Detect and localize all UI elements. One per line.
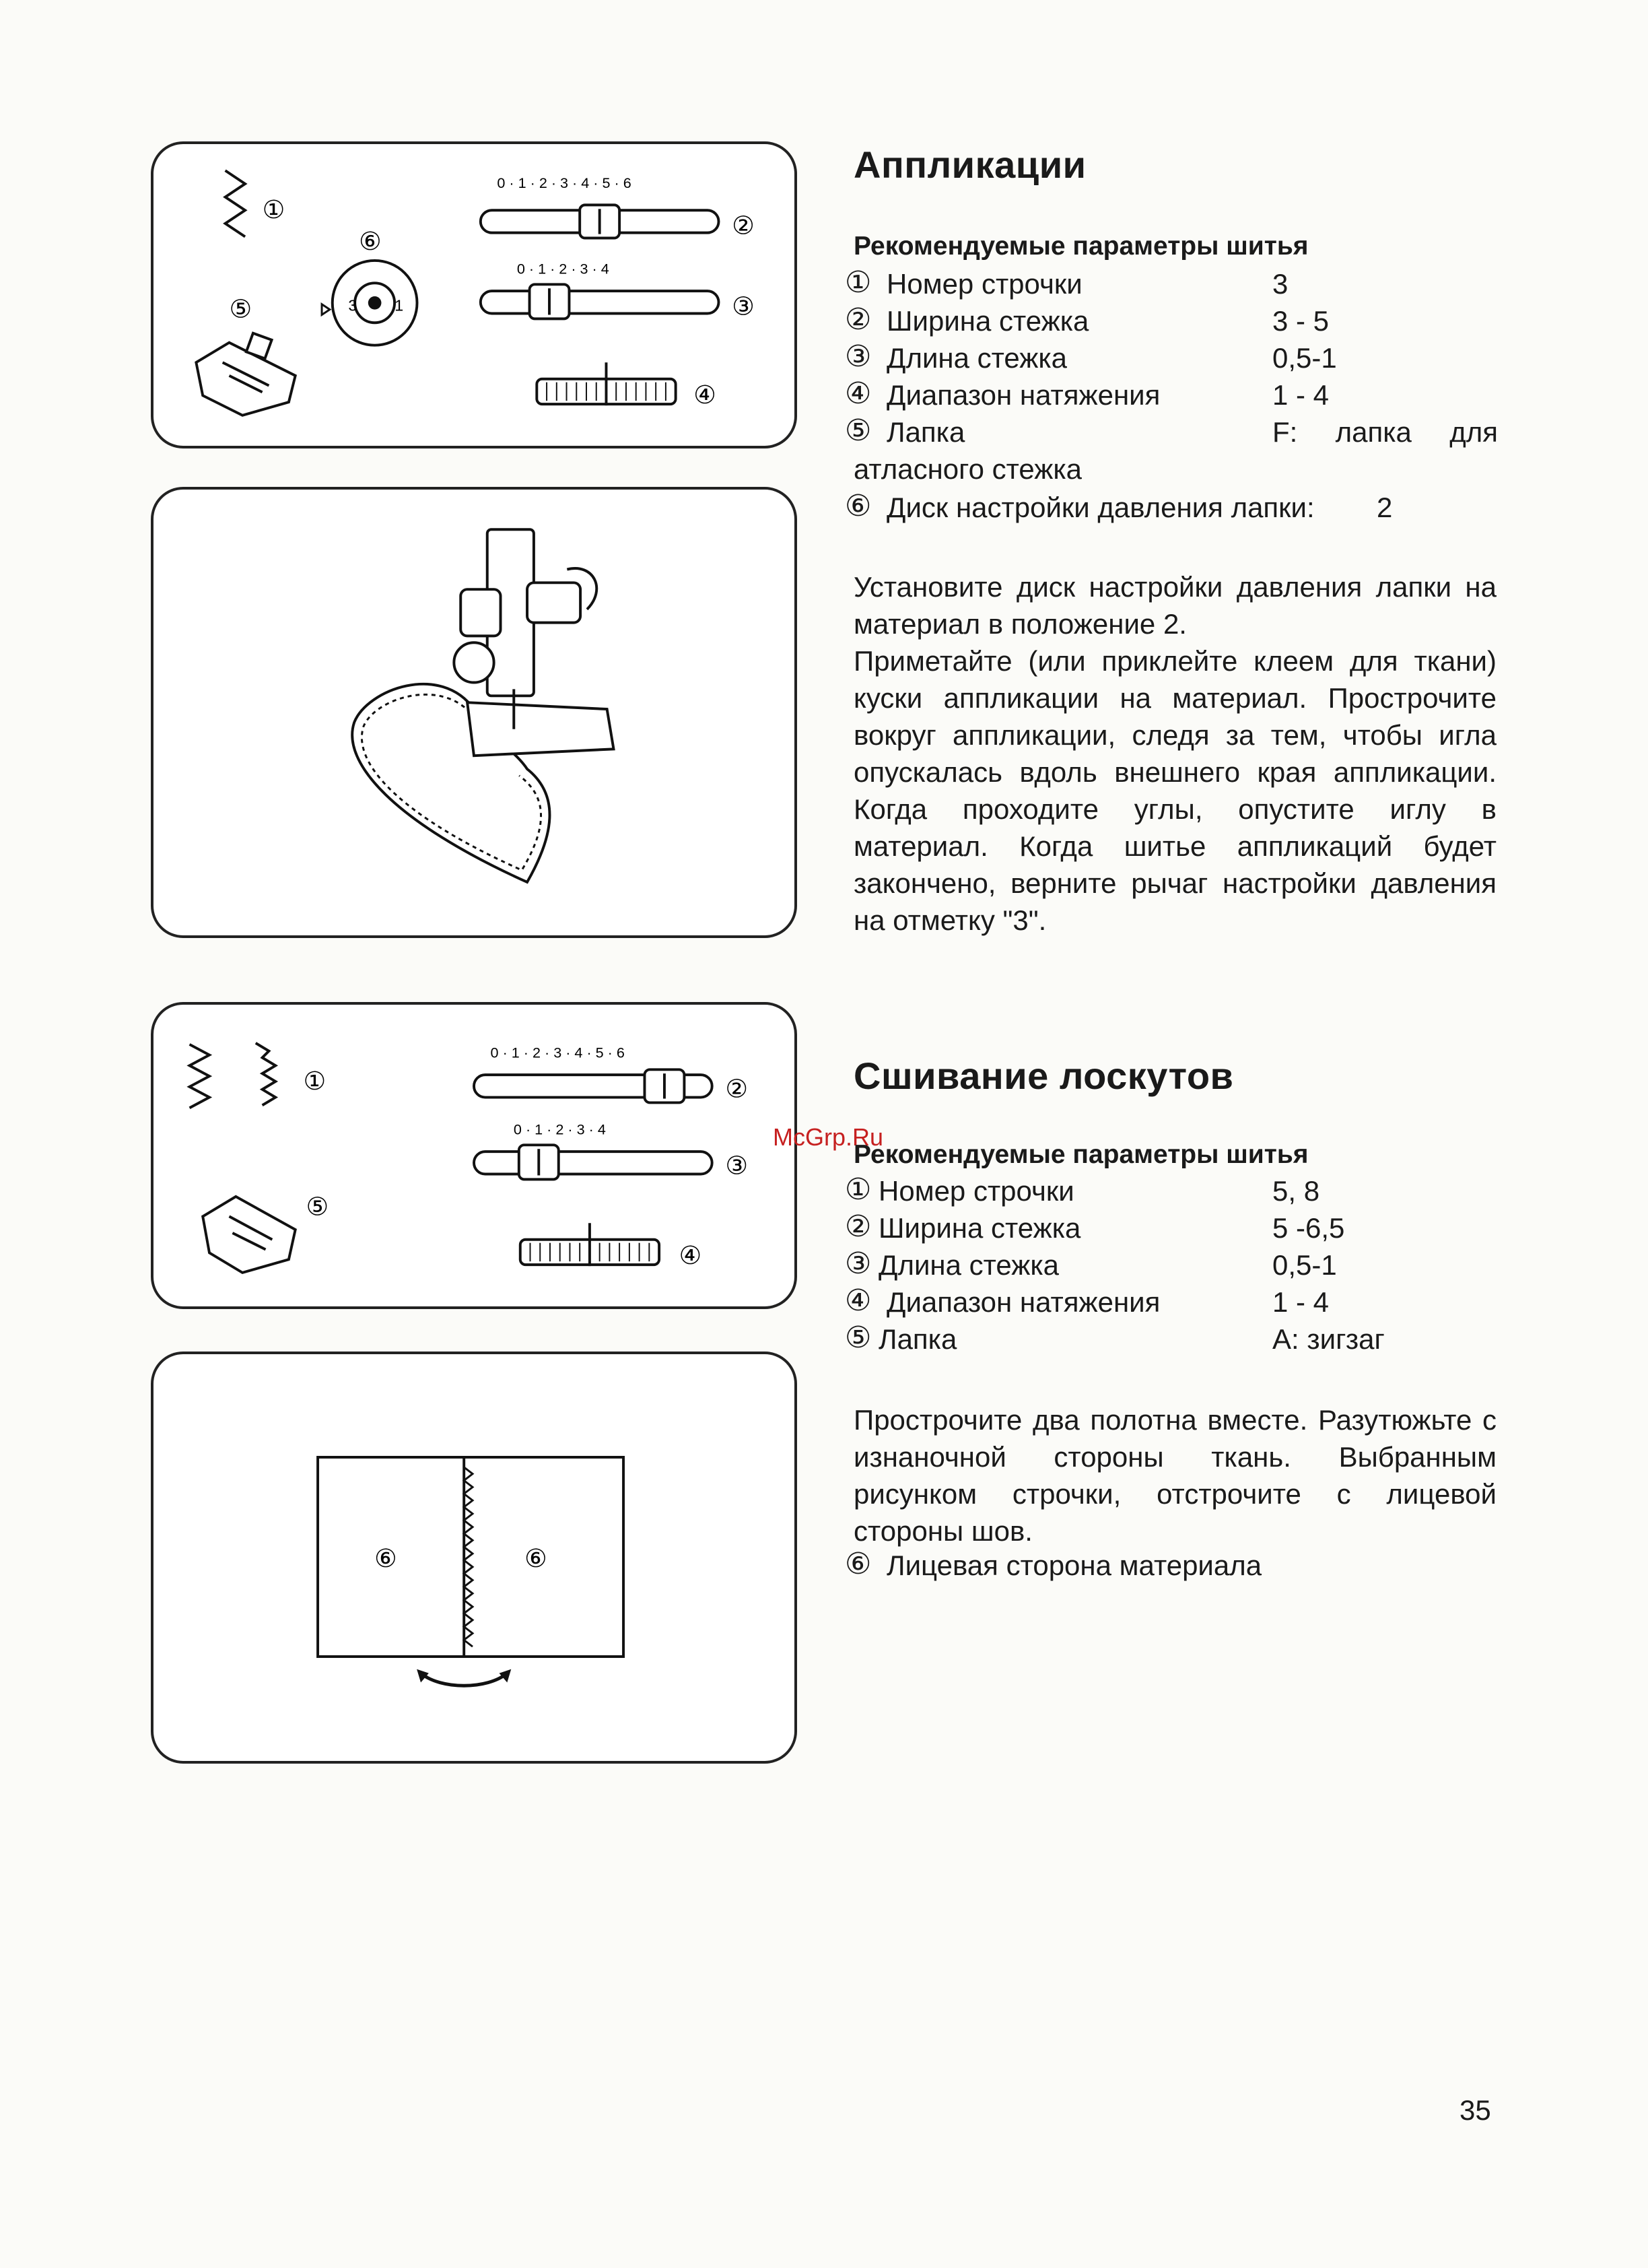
- section-title-patchwork: Сшивание лоскутов: [854, 1055, 1234, 1097]
- watermark: McGrp.Ru: [773, 1123, 884, 1151]
- instructions-paragraph-1: Установите диск настройки давления лапки на материал в положение 2.: [854, 571, 1497, 640]
- params-heading-patchwork: Рекомендуемые параметры шитья: [854, 1140, 1309, 1169]
- param-label: Длина стежка: [887, 342, 1068, 374]
- instructions-paragraph-2: Приметайте (или приклейте клеем для ткани) куски аппликации на материал. Прострочите вокруг аппликации, следя за тем, чтобы игла опускалась вдоль внешнего края аппликации. Когда проходите углы, опустите иглу в материал. Когда шитье аппликаций будет закончено, верните рычаг настройки давления на отметку "3".: [854, 645, 1497, 936]
- label-4: ④: [693, 380, 716, 410]
- param-value: 5 -6,5: [1272, 1212, 1345, 1244]
- svg-text:1: 1: [394, 296, 404, 314]
- param-row: ④ Диапазон натяжения 1 - 4: [845, 376, 1330, 411]
- presser-foot-icon: [196, 333, 295, 415]
- param-row: ② Ширина стежка 5 -6,5: [845, 1209, 1345, 1244]
- param-row: ⑤ Лапка A: зигзаг: [845, 1321, 1385, 1355]
- length-scale: 0 · 1 · 2 · 3 · 4: [516, 260, 609, 277]
- param-row: ① Номер строчки 3: [845, 265, 1289, 300]
- param-label: Диапазон натяжения: [887, 379, 1161, 411]
- param-value: 5, 8: [1272, 1175, 1320, 1207]
- width-scale: 0 · 1 · 2 · 3 · 4 · 5 · 6: [490, 1044, 625, 1061]
- label-1: ①: [303, 1065, 326, 1096]
- param-row: ④ Диапазон натяжения 1 - 4: [845, 1283, 1330, 1318]
- param-row-face: ⑥ Лицевая сторона материала: [845, 1547, 1262, 1581]
- param-label: Ширина стежка: [879, 1212, 1081, 1244]
- param-row-foot: ⑤ Лапка F: лапка для: [845, 413, 1498, 448]
- label-6: ⑥: [359, 226, 382, 257]
- label-5: ⑤: [229, 294, 252, 324]
- label-2: ②: [732, 210, 755, 240]
- settings-figure-patchwork: [151, 1002, 797, 1309]
- param-row-pressure: ⑥ Диск настройки давления лапки: 2: [845, 489, 1393, 523]
- presser-foot-icon: [203, 1197, 296, 1273]
- zigzag-stitch-icon: [226, 170, 245, 236]
- label-4: ④: [679, 1240, 702, 1271]
- param-value: 3: [1272, 268, 1289, 300]
- fabric-label-left: ⑥: [374, 1543, 397, 1573]
- param-row: ③ Длина стежка 0,5-1: [845, 339, 1337, 374]
- heart-applique-drawing: [153, 490, 794, 935]
- param-value: 1 - 4: [1272, 1286, 1330, 1318]
- param-label: Диск настройки давления лапки:: [887, 492, 1315, 523]
- label-3: ③: [725, 1150, 748, 1180]
- label-1: ①: [262, 195, 285, 225]
- presser-foot-and-needle: [454, 529, 613, 756]
- param-row: ② Ширина стежка 3 - 5: [845, 302, 1330, 337]
- page-number: 35: [1460, 2094, 1491, 2126]
- label-5: ⑤: [306, 1191, 329, 1222]
- label-3: ③: [732, 291, 755, 321]
- svg-text:3: 3: [348, 296, 357, 314]
- fabric-label-right: ⑥: [524, 1543, 547, 1573]
- fabric-pieces: [318, 1457, 623, 1657]
- param-label: Лапка: [887, 416, 965, 448]
- length-slider: [474, 1152, 712, 1174]
- params-heading-applique: Рекомендуемые параметры шитья: [854, 232, 1309, 261]
- open-arrow-icon: [421, 1673, 507, 1686]
- length-scale: 0 · 1 · 2 · 3 · 4: [513, 1121, 606, 1138]
- param-value: F: лапка для: [1272, 416, 1498, 448]
- param-label: Ширина стежка: [887, 305, 1089, 337]
- width-scale: 0 · 1 · 2 · 3 · 4 · 5 · 6: [497, 174, 631, 191]
- section-title-applique: Аппликации: [854, 143, 1087, 186]
- applique-illustration: [151, 487, 797, 938]
- foot-value-continued: атласного стежка: [854, 453, 1082, 485]
- instructions-paragraph-patchwork: Прострочите два полотна вместе. Разутюжьте с изнаночной стороны ткань. Выбранным рисунком строчки, отстрочите с лицевой стороны шов.: [854, 1404, 1497, 1547]
- param-row: ③ Длина стежка 0,5-1: [845, 1246, 1337, 1281]
- length-slider: [481, 291, 719, 313]
- multi-step-zigzag-icon: [256, 1043, 275, 1105]
- param-value: 3 - 5: [1272, 305, 1330, 337]
- param-value: 0,5-1: [1272, 342, 1337, 374]
- param-label: Лицевая сторона материала: [887, 1549, 1262, 1581]
- param-value: 2: [1377, 492, 1393, 523]
- param-value: 0,5-1: [1272, 1249, 1337, 1281]
- zigzag-stitch-icon: [190, 1044, 209, 1108]
- param-value: 1 - 4: [1272, 379, 1330, 411]
- settings-diagram: [153, 144, 794, 446]
- param-value: A: зигзаг: [1272, 1323, 1385, 1355]
- param-label: Номер строчки: [879, 1175, 1074, 1207]
- param-row: ① Номер строчки 5, 8: [845, 1172, 1320, 1207]
- tension-dial-icon: [520, 1223, 659, 1266]
- param-label: Лапка: [879, 1323, 957, 1355]
- param-label: Номер строчки: [887, 268, 1083, 300]
- param-label: Длина стежка: [879, 1249, 1060, 1281]
- tension-dial-icon: [537, 362, 675, 405]
- label-2: ②: [725, 1073, 748, 1104]
- settings-figure-applique: [151, 141, 797, 448]
- patchwork-illustration: [151, 1352, 797, 1764]
- param-label: Диапазон натяжения: [887, 1286, 1161, 1318]
